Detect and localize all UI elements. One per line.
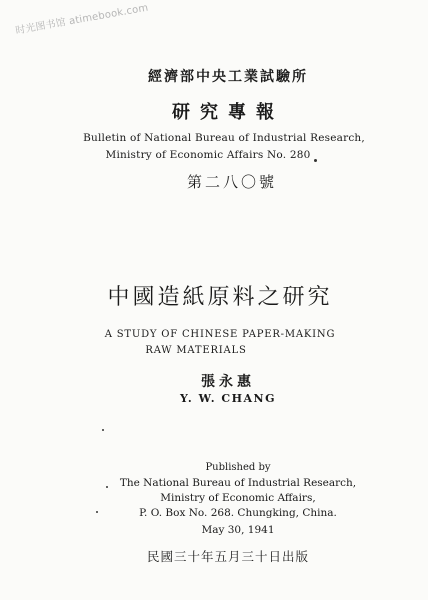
author-english: Y. W. CHANG xyxy=(179,392,277,405)
ministry-english: Ministry of Economic Affairs No. 280 xyxy=(105,149,311,161)
print-speck xyxy=(96,511,98,513)
title-english-line1: A STUDY OF CHINESE PAPER-MAKING xyxy=(104,329,336,340)
bulletin-number: 第二八〇號 xyxy=(186,173,277,191)
organization-name: 經濟部中央工業試驗所 xyxy=(148,69,308,85)
series-title: 研究專報 xyxy=(172,102,284,123)
publisher-line1: Published by xyxy=(205,462,271,473)
publisher-line2: The National Bureau of Industrial Research, xyxy=(119,477,357,489)
author-chinese: 張永惠 xyxy=(201,374,255,390)
publication-date-chinese: 民國三十年五月三十日出版 xyxy=(146,549,309,564)
title-chinese: 中國造紙原料之研究 xyxy=(107,285,333,310)
print-speck xyxy=(314,159,317,162)
publisher-line3: Ministry of Economic Affairs, xyxy=(160,492,316,504)
publisher-line4: P. O. Box No. 268. Chungking, China. xyxy=(139,507,337,519)
print-speck xyxy=(102,429,104,431)
watermark: 时光图书馆 atimebook.com xyxy=(14,2,150,37)
title-english-line2: RAW MATERIALS xyxy=(145,345,247,356)
bulletin-english: Bulletin of National Bureau of Industrial Research, xyxy=(83,132,365,144)
print-speck xyxy=(106,486,108,488)
publisher-date: May 30, 1941 xyxy=(201,524,275,536)
